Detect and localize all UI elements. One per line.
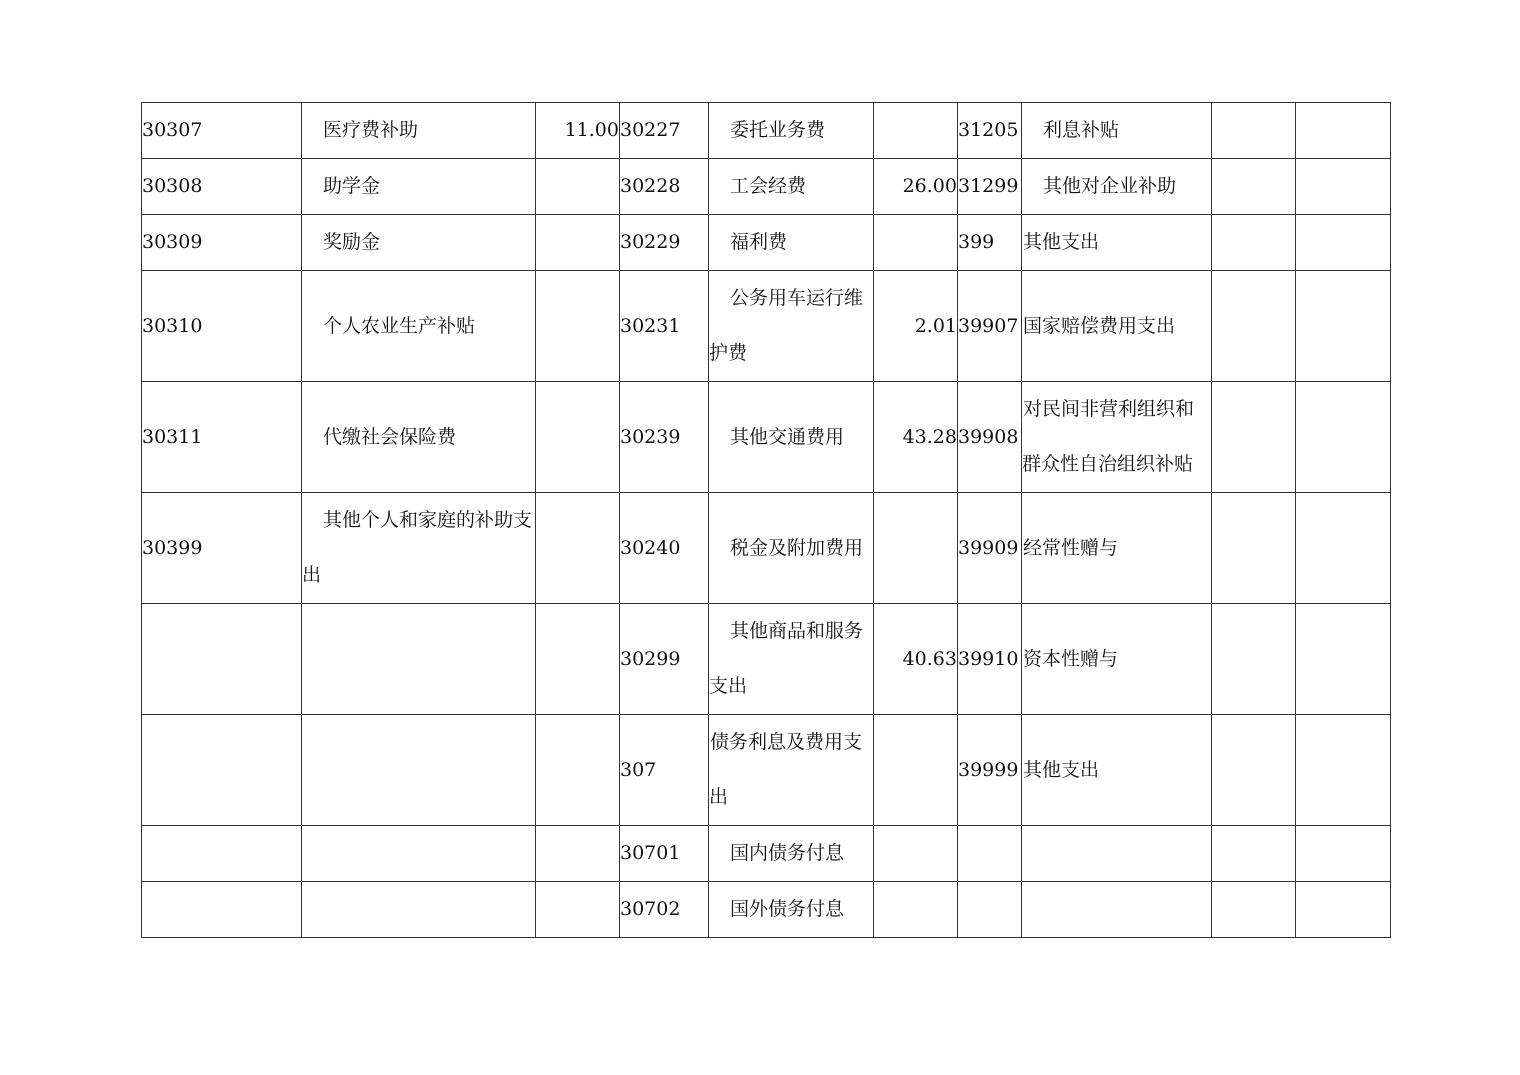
- code-cell: 30240: [620, 493, 709, 604]
- amount-cell: [1212, 715, 1296, 826]
- item-name-cell: 债务利息及费用支出: [709, 715, 874, 826]
- amount-cell: [874, 882, 958, 938]
- amount-cell: 11.00: [536, 103, 620, 159]
- amount-cell: [874, 826, 958, 882]
- amount-cell: [536, 715, 620, 826]
- code-cell: 30310: [142, 271, 302, 382]
- amount-cell: [1212, 604, 1296, 715]
- amount-cell: [874, 215, 958, 271]
- table-row: [142, 215, 1391, 271]
- item-name-cell: [302, 604, 536, 715]
- code-cell: 31205: [958, 103, 1022, 159]
- item-name-cell: 资本性赠与: [1022, 604, 1212, 715]
- item-name-cell: 其他交通费用: [709, 382, 874, 493]
- item-name-cell: 税金及附加费用: [709, 493, 874, 604]
- code-cell: 30399: [142, 493, 302, 604]
- table-row: [142, 159, 1391, 215]
- budget-table: [141, 102, 1391, 938]
- item-name-cell: 代缴社会保险费: [302, 382, 536, 493]
- table-row: [142, 271, 1391, 382]
- code-cell: 30239: [620, 382, 709, 493]
- amount-cell: [874, 493, 958, 604]
- item-name-cell: 委托业务费: [709, 103, 874, 159]
- amount-cell: [1212, 382, 1296, 493]
- amount-cell: 40.63: [874, 604, 958, 715]
- code-cell: 30702: [620, 882, 709, 938]
- item-name-cell: 国内债务付息: [709, 826, 874, 882]
- item-name-cell: 工会经费: [709, 159, 874, 215]
- table-row: [142, 103, 1391, 159]
- empty-cell: [1296, 382, 1391, 493]
- item-name-cell: 利息补贴: [1022, 103, 1212, 159]
- item-name-cell: 其他支出: [1022, 715, 1212, 826]
- amount-cell: [1212, 215, 1296, 271]
- table-row: [142, 493, 1391, 604]
- item-name-cell: 国家赔偿费用支出: [1022, 271, 1212, 382]
- item-name-cell: [302, 826, 536, 882]
- item-name-cell: 福利费: [709, 215, 874, 271]
- code-cell: 30701: [620, 826, 709, 882]
- empty-cell: [1296, 604, 1391, 715]
- amount-cell: [1212, 103, 1296, 159]
- amount-cell: [1212, 159, 1296, 215]
- code-cell: 30307: [142, 103, 302, 159]
- item-name-cell: 其他商品和服务支出: [709, 604, 874, 715]
- item-name-cell: 国外债务付息: [709, 882, 874, 938]
- code-cell: 39999: [958, 715, 1022, 826]
- amount-cell: [536, 604, 620, 715]
- item-name-cell: 助学金: [302, 159, 536, 215]
- code-cell: 39907: [958, 271, 1022, 382]
- code-cell: 399: [958, 215, 1022, 271]
- amount-cell: [1212, 493, 1296, 604]
- code-cell: 30309: [142, 215, 302, 271]
- code-cell: 31299: [958, 159, 1022, 215]
- table-row: [142, 382, 1391, 493]
- table-row: [142, 826, 1391, 882]
- code-cell: 307: [620, 715, 709, 826]
- amount-cell: [536, 493, 620, 604]
- table-row: [142, 715, 1391, 826]
- empty-cell: [1296, 103, 1391, 159]
- code-cell: 30228: [620, 159, 709, 215]
- item-name-cell: 其他支出: [1022, 215, 1212, 271]
- amount-cell: [536, 826, 620, 882]
- amount-cell: [536, 215, 620, 271]
- amount-cell: [536, 159, 620, 215]
- code-cell: 30227: [620, 103, 709, 159]
- table-row: [142, 604, 1391, 715]
- code-cell: 30308: [142, 159, 302, 215]
- code-cell: 30229: [620, 215, 709, 271]
- amount-cell: [536, 271, 620, 382]
- empty-cell: [1296, 882, 1391, 938]
- amount-cell: [1212, 882, 1296, 938]
- amount-cell: 2.01: [874, 271, 958, 382]
- empty-cell: [1296, 159, 1391, 215]
- code-cell: [142, 604, 302, 715]
- item-name-cell: 公务用车运行维护费: [709, 271, 874, 382]
- code-cell: [958, 826, 1022, 882]
- code-cell: 30311: [142, 382, 302, 493]
- code-cell: [142, 826, 302, 882]
- code-cell: [142, 715, 302, 826]
- item-name-cell: 个人农业生产补贴: [302, 271, 536, 382]
- amount-cell: [874, 103, 958, 159]
- code-cell: [958, 882, 1022, 938]
- item-name-cell: 其他个人和家庭的补助支出: [302, 493, 536, 604]
- code-cell: 39910: [958, 604, 1022, 715]
- item-name-cell: 其他对企业补助: [1022, 159, 1212, 215]
- code-cell: 30231: [620, 271, 709, 382]
- empty-cell: [1296, 493, 1391, 604]
- item-name-cell: 奖励金: [302, 215, 536, 271]
- amount-cell: [536, 382, 620, 493]
- item-name-cell: 医疗费补助: [302, 103, 536, 159]
- code-cell: 30299: [620, 604, 709, 715]
- item-name-cell: [1022, 882, 1212, 938]
- empty-cell: [1296, 715, 1391, 826]
- empty-cell: [1296, 271, 1391, 382]
- code-cell: [142, 882, 302, 938]
- item-name-cell: [1022, 826, 1212, 882]
- amount-cell: [536, 882, 620, 938]
- item-name-cell: [302, 882, 536, 938]
- amount-cell: [1212, 271, 1296, 382]
- item-name-cell: 对民间非营利组织和群众性自治组织补贴: [1022, 382, 1212, 493]
- empty-cell: [1296, 826, 1391, 882]
- amount-cell: [874, 715, 958, 826]
- code-cell: 39908: [958, 382, 1022, 493]
- table-row: [142, 882, 1391, 938]
- code-cell: 39909: [958, 493, 1022, 604]
- amount-cell: [1212, 826, 1296, 882]
- amount-cell: 43.28: [874, 382, 958, 493]
- item-name-cell: [302, 715, 536, 826]
- item-name-cell: 经常性赠与: [1022, 493, 1212, 604]
- amount-cell: 26.00: [874, 159, 958, 215]
- empty-cell: [1296, 215, 1391, 271]
